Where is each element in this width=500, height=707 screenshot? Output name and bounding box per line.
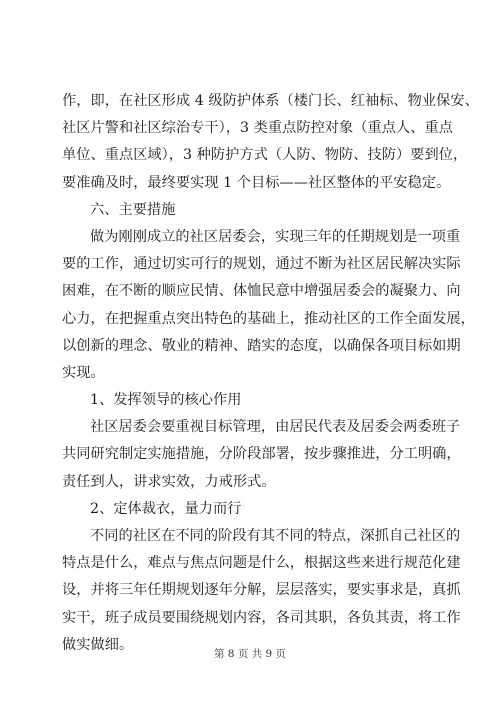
body-line: 责任到人，讲求实效，力戒形式。 <box>62 473 276 490</box>
body-line: 实干，班子成员要围绕规划内容，各司其职，各负其责，将工作 <box>62 609 461 626</box>
body-line: 社区片警和社区综治专干），3 类重点防控对象（重点人、重点 <box>62 120 453 137</box>
section-heading: 六、主要措施 <box>90 201 176 218</box>
body-line: 要准确及时，最终要实现 1 个目标——社区整体的平安稳定。 <box>62 174 451 191</box>
body-line: 共同研究制定实施措施，分阶段部署，按步骤推进，分工明确， <box>62 446 461 463</box>
body-line: 作，即，在社区形成 4 级防护体系（楼门长、红袖标、物业保安、 <box>62 93 479 109</box>
subsection-heading-2: 2、定体裁衣，量力而行 <box>90 500 242 517</box>
body-line: 以创新的理念、敬业的精神、踏实的态度，以确保各项目标如期 <box>62 337 461 354</box>
body-line: 不同的社区在不同的阶段有其不同的特点，深抓自己社区的 <box>90 528 461 544</box>
body-line: 做为刚刚成立的社区居委会，实现三年的任期规划是一项重 <box>90 228 461 245</box>
body-line: 设，并将三年任期规划逐年分解，层层落实，要实事求是，真抓 <box>62 582 461 599</box>
page-number-footer: 第 8 页 共 9 页 <box>213 648 287 660</box>
subsection-heading-1: 1、发挥领导的核心作用 <box>90 392 242 409</box>
body-line: 实现。 <box>62 364 105 381</box>
document-body <box>62 88 479 659</box>
body-line: 心力，在把握重点突出特色的基础上，推动社区的工作全面发展， <box>62 310 475 327</box>
body-line: 困难，在不断的顺应民情、体恤民意中增强居委会的凝聚力、向 <box>62 283 461 300</box>
body-line: 做实做细。 <box>62 636 134 653</box>
body-line: 特点是什么，难点与焦点问题是什么，根据这些来进行规范化建 <box>62 555 461 572</box>
body-line: 社区居委会要重视目标管理，由居民代表及居委会两委班子 <box>90 419 461 436</box>
body-line: 单位、重点区域），3 种防护方式（人防、物防、技防）要到位， <box>62 147 468 164</box>
body-line: 要的工作，通过切实可行的规划，通过不断为社区居民解决实际 <box>62 256 461 273</box>
